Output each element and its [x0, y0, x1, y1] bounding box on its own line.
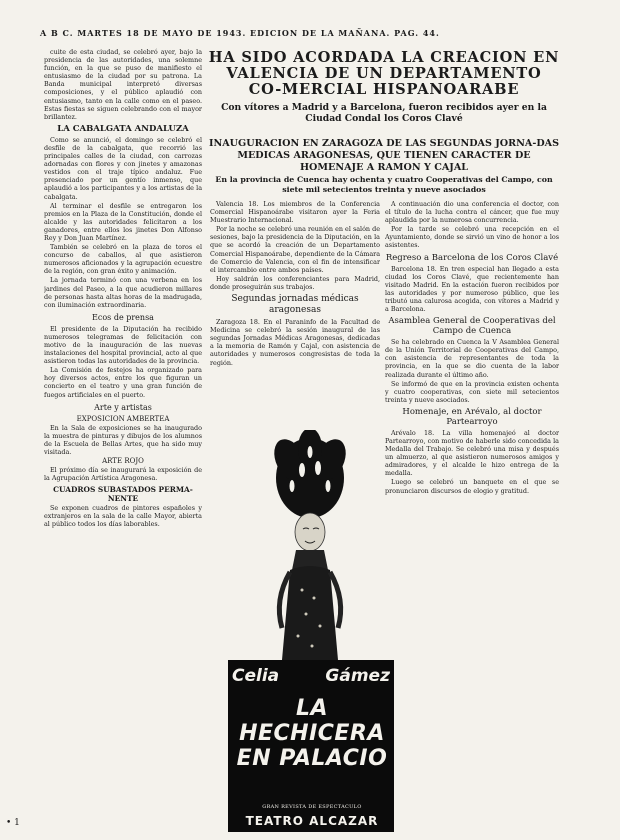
mid-heading-jornadas: Segundas jornadas médicas aragonesas	[231, 294, 359, 316]
right-paragraph: A continuación dio una conferencia el doctor, con el título de la lucha contra el cáncer, que fue muy aplaudida por la numerosa concurrencia.	[385, 200, 559, 225]
right-paragraph: Luego se celebró un banquete en el que se pronunciaron discursos de elogio y gratitud.	[385, 478, 559, 495]
mid-paragraph: Zaragoza 18. En el Paraninfo de la Facultad de Medicina se celebró la sesión inaugural de las segundas Jornadas Médicas Aragonesas, dedicadas a la memoria de Ramón y Cajal, con asistencia de autoridades y numerosos congresistas de toda la región.	[210, 318, 380, 367]
left-heading-ecos: Ecos de prensa	[92, 312, 154, 322]
ad-show-title: LA HECHICERA EN PALACIO	[236, 696, 388, 771]
left-paragraph: El próximo día se inaugurará la exposición de la Agrupación Artística Aragonesa.	[44, 466, 202, 483]
right-paragraph: Arévalo 18. La villa homenajeó al doctor Partearroyo, con motivo de haberle sido concedida la Medalla del Trabajo. Se celebró una misa y después un almuerzo, al que asistieron numerosos amigos y admiradores, y el alcalde le hizo entrega de la medalla.	[385, 428, 559, 478]
left-heading-arte: Arte y artistas	[94, 402, 152, 412]
second-headline: INAUGURACION EN ZARAGOZA DE LAS SEGUNDAS JORNA-DAS MEDICAS ARAGONESAS, QUE TIENEN CARACTER DE HOMENAJE A RAMON Y CAJAL	[208, 138, 560, 173]
ad-theatre-name: TEATRO ALCAZAR	[245, 814, 379, 828]
ad-show-subtitle: GRAN REVISTA DE ESPECTACULO	[262, 804, 362, 810]
right-paragraph: Barcelona 18. En tren especial han llegado a esta ciudad los Coros Clavé, que recientemente han visitado Madrid. En la estación fueron recibidos por las autoridades y por numeroso público, que les tributó una calurosa acogida, con vítores a Madrid y a Barcelona.	[385, 264, 559, 314]
page-corner-marks: • 1	[6, 818, 20, 828]
mid-paragraph: Valencia 18. Los miembros de la Conferencia Comercial Hispanoárabe visitaron ayer la Feria Muestrario Internacional.	[210, 200, 380, 225]
middle-column	[210, 200, 380, 426]
right-paragraph: Se ha celebrado en Cuenca la V Asamblea General de la Unión Territorial de Cooperativas del Campo, con asistencia de representantes de toda la provincia, en la que se dio cuenta de la labor realizada durante el último año.	[385, 338, 559, 379]
page-header: A B C. MARTES 18 DE MAYO DE 1943. EDICION DE LA MAÑANA. PAG. 44.	[40, 28, 440, 38]
left-paragraph: cuite de esta ciudad, se celebró ayer, bajo la presidencia de las autoridades, una solemne función, en la que se puso de manifiesto el entusiasmo de la ciudad por su patrona. La Banda municipal interpretó diversas composiciones, y el público aplaudió con entusiasmo, tanto en la calle como en el paseo. Estas fiestas se siguen celebrando con el mayor brillantez.	[44, 48, 202, 121]
left-paragraph: Como se anunció, el domingo se celebró el desfile de la cabalgata, que recorrió las principales calles de la ciudad, con carrozas adornadas con flores y con jinetes y amazonas vestidos con el traje típico andaluz. Fue presenciado por un gentío inmenso, que aplaudió a los participantes y a los artistas de la cabalgata.	[44, 135, 202, 201]
right-heading-cooperativas: Asamblea General de Cooperativas del Campo de Cuenca	[388, 316, 556, 337]
main-headline-subtitle: Con vítores a Madrid y a Barcelona, fueron recibidos ayer en la Ciudad Condal los Coros Clavé	[221, 102, 547, 124]
mid-paragraph: Hoy saldrán los conferenciantes para Madrid, donde proseguirán sus trabajos.	[210, 274, 380, 291]
showgirl-illustration	[210, 430, 382, 670]
left-paragraph: Se exponen cuadros de pintores españoles y extranjeros en la sala de la calle Mayor, abierta al público todos los días laborables.	[44, 504, 202, 529]
main-headline: HA SIDO ACORDADA LA CREACION EN VALENCIA DE UN DEPARTAMENTO CO-MERCIAL HISPANOARABE	[208, 49, 560, 98]
left-heading-cabalgata: LA CABALGATA ANDALUZA	[57, 123, 189, 134]
left-paragraph: La jornada terminó con una verbena en los jardines del Paseo, a la que acudieron millares de personas hasta altas horas de la madrugada, con iluminación extraordinaria.	[44, 276, 202, 309]
left-paragraph: Al terminar el desfile se entregaron los premios en la Plaza de la Constitución, donde el alcalde y las autoridades felicitaron a los ganadores, entre ellos los jinetes Don Alfonso Rey y Don Juan Martínez.	[44, 201, 202, 242]
right-paragraph: Por la tarde se celebró una recepción en el Ayuntamiento, donde se sirvió un vino de honor a los asistentes.	[385, 225, 559, 250]
left-paragraph: También se celebró en la plaza de toros el concurso de caballos, al que asistieron numerosos aficionados y la agrupación ecuestre de la región, con gran éxito y animación.	[44, 243, 202, 276]
ad-star-name	[232, 666, 390, 686]
right-heading-homenaje: Homenaje, en Arévalo, al doctor Partearroyo	[402, 406, 542, 427]
left-heading-cuadros: CUADROS SUBASTADOS PERMA-NENTE	[53, 485, 193, 504]
theatre-advertisement	[210, 430, 390, 830]
left-subheading: ARTE ROJO	[102, 457, 144, 466]
left-paragraph: La Comisión de festejos ha organizado para hoy diversos actos, entre los que figuran un concierto en el teatro y una gran función de fuegos artificiales en el puerto.	[44, 366, 202, 399]
right-column	[385, 200, 559, 836]
right-heading-coros: Regreso a Barcelona de los Coros Clavé	[385, 252, 559, 263]
mid-paragraph: Por la noche se celebró una reunión en el salón de sesiones, bajo la presidencia de la Diputación, en la que se acordó la creación de un Departamento Comercial Hispanoárabe, dependiente de la Cámara de Comercio de Valencia, con el fin de intensificar el intercambio entre ambos países.	[210, 225, 380, 274]
ad-star-first-name: Celia	[232, 666, 280, 686]
second-headline-subtitle: En la provincia de Cuenca hay ochenta y cuatro Cooperativas del Campo, con siete mil setecientos treinta y nueve asociados	[215, 175, 553, 194]
right-paragraph: Se informó de que en la provincia existen ochenta y cuatro cooperativas, con siete mil setecientos treinta y nueve asociados.	[385, 379, 559, 404]
left-paragraph: El presidente de la Diputación ha recibido numerosos telegramas de felicitación con motivo de la inauguración de las nuevas instalaciones del hospital provincial, acto al que asistieron todas las autoridades de la provincia.	[44, 324, 202, 366]
ad-star-last-name: Gámez	[325, 666, 390, 686]
left-column	[44, 48, 202, 838]
left-paragraph: En la Sala de exposiciones se ha inaugurado la muestra de pinturas y dibujos de los alumnos de la Escuela de Bellas Artes, que ha sido muy visitada.	[44, 423, 202, 456]
left-subheading: EXPOSICION AMBERTEA	[76, 414, 170, 423]
